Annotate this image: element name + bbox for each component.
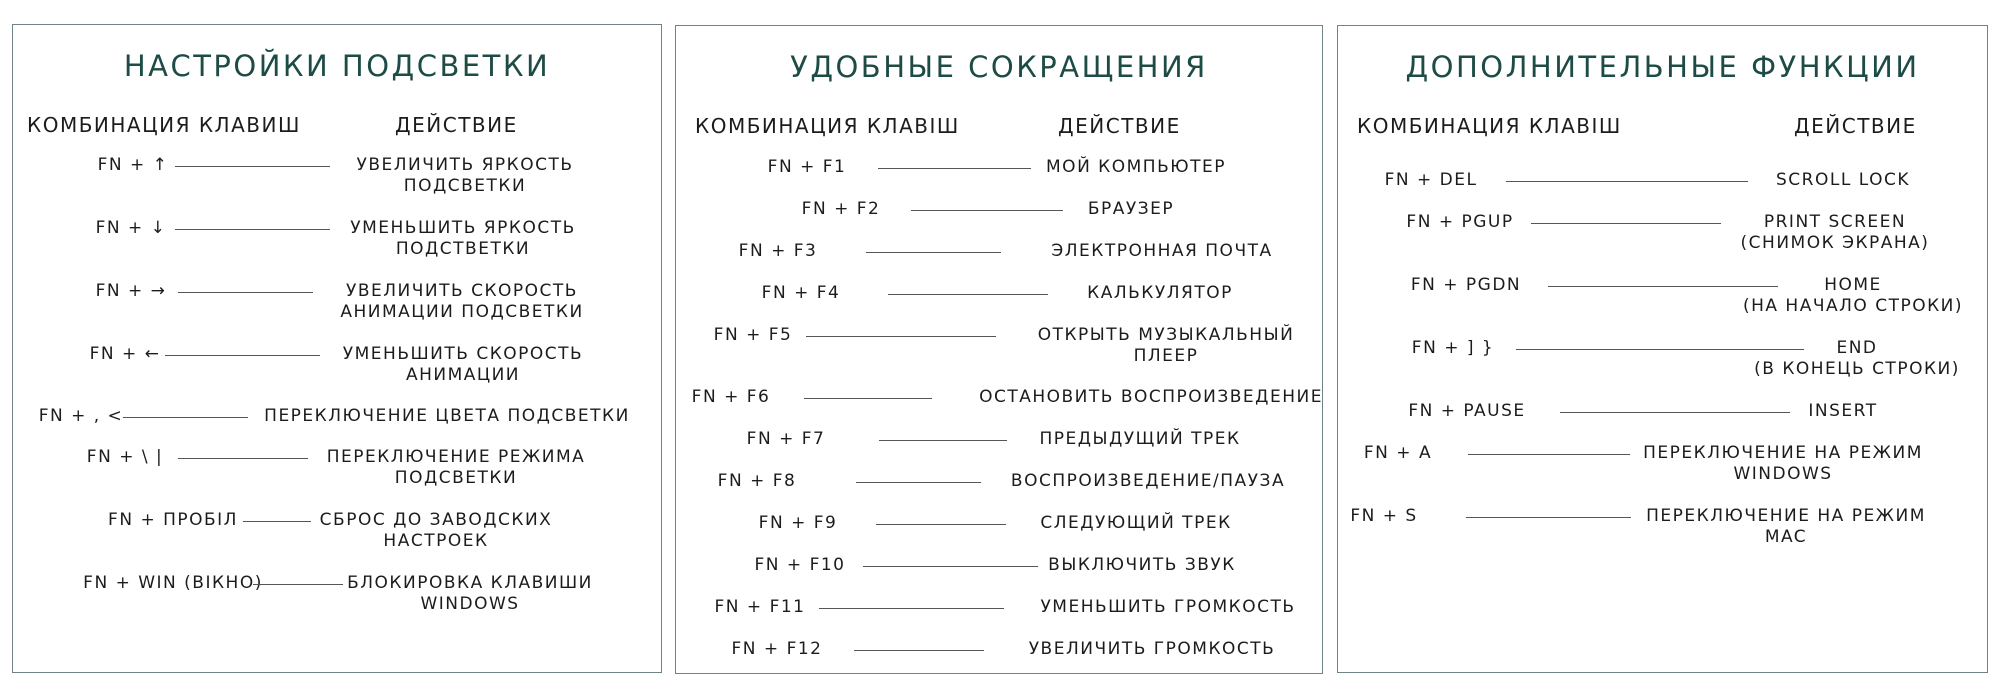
connector-line [878,168,1031,169]
key-combo: FN + F7 [746,429,826,449]
connector-line [804,398,932,399]
panel-title: ДОПОЛНИТЕЛЬНЫЕ ФУНКЦИИ [1405,50,1920,84]
connector-line [806,336,996,337]
connector-line [863,566,1038,567]
key-combo: FN + F3 [738,241,818,261]
key-combo: FN + F2 [801,199,881,219]
action-text: СЛЕДУЮЩИЙ ТРЕК [1040,513,1232,533]
connector-line [819,608,1004,609]
action-text: УМЕНЬШИТЬ СКОРОСТЬ АНИМАЦИИ [342,344,584,385]
connector-line [178,292,313,293]
key-combo: FN + F10 [754,555,846,575]
key-combo: FN + A [1363,443,1433,463]
key-combo: FN + → [95,281,167,301]
key-combo: FN + F1 [767,157,847,177]
connector-line [1466,517,1631,518]
connector-line [178,458,308,459]
key-combo: FN + ПРОБІЛ [108,510,238,530]
panel-title: УДОБНЫЕ СОКРАЩЕНИЯ [790,50,1208,84]
connector-line [175,229,330,230]
connector-line [1560,412,1790,413]
action-text: END (В КОНЕЦЬ СТРОКИ) [1754,338,1960,379]
connector-line [888,294,1048,295]
connector-line [911,210,1063,211]
panel-backlight-settings [12,24,662,673]
connector-line [123,417,248,418]
key-combo: FN + S [1350,506,1418,526]
action-text: БЛОКИРОВКА КЛАВИШИ WINDOWS [347,573,593,614]
action-text: INSERT [1808,401,1878,421]
key-combo: FN + PGUP [1406,212,1514,232]
connector-line [1506,181,1748,182]
connector-line [253,584,343,585]
key-combo: FN + F5 [713,325,793,345]
action-text: КАЛЬКУЛЯТОР [1087,283,1233,303]
action-text: ВОСПРОИЗВЕДЕНИЕ/ПАУЗА [1010,471,1286,491]
key-combo: FN + F11 [714,597,806,617]
action-text: SCROLL LOCK [1776,170,1910,190]
key-combo: FN + F12 [731,639,823,659]
action-text: БРАУЗЕР [1087,199,1175,219]
action-text: ПЕРЕКЛЮЧЕНИЕ НА РЕЖИМ WINDOWS [1643,443,1923,484]
action-text: ОТКРЫТЬ МУЗЫКАЛЬНЫЙ ПЛЕЕР [1037,325,1295,366]
key-combo: FN + F4 [761,283,841,303]
action-text: УМЕНЬШИТЬ ЯРКОСТЬ ПОДСТВЕТКИ [350,218,576,259]
key-combo: FN + ↓ [95,218,167,238]
panel-additional-functions [1337,25,1988,673]
key-combo: FN + ↑ [97,155,169,175]
connector-line [866,252,1001,253]
action-text: УМЕНЬШИТЬ ГРОМКОСТЬ [1040,597,1296,617]
action-text: ПЕРЕКЛЮЧЕНИЕ ЦВЕТА ПОДСВЕТКИ [264,406,630,426]
connector-line [876,524,1006,525]
action-text: PRINT SCREEN (СНИМОК ЭКРАНА) [1740,212,1930,253]
action-text: УВЕЛИЧИТЬ ЯРКОСТЬ ПОДСВЕТКИ [356,155,574,196]
panel-title: НАСТРОЙКИ ПОДСВЕТКИ [123,49,551,83]
connector-line [165,355,320,356]
key-combo: FN + F9 [758,513,838,533]
key-combo: FN + ← [89,344,161,364]
column-header-action: ДЕЙСТВИЕ [1058,114,1181,138]
key-combo: FN + F6 [691,387,771,407]
action-text: ПЕРЕКЛЮЧЕНИЕ НА РЕЖИМ MAC [1646,506,1926,547]
connector-line [175,166,330,167]
column-header-key-combo: КОМБИНАЦИЯ КЛАВІШ [695,114,960,138]
panel-convenient-shortcuts [675,25,1323,674]
action-text: ВЫКЛЮЧИТЬ ЗВУК [1048,555,1236,575]
connector-line [879,440,1007,441]
action-text: ПРЕДЫДУЩИЙ ТРЕК [1039,429,1241,449]
column-header-action: ДЕЙСТВИЕ [1794,114,1917,138]
connector-line [1468,454,1630,455]
connector-line [243,521,311,522]
key-combo: FN + WIN (ВІКНО) [83,573,263,593]
key-combo: FN + , < [38,406,124,426]
action-text: МОЙ КОМПЬЮТЕР [1046,157,1226,177]
column-header-key-combo: КОМБИНАЦИЯ КЛАВІШ [1357,114,1622,138]
connector-line [854,650,984,651]
connector-line [1531,223,1721,224]
connector-line [856,482,981,483]
column-header-action: ДЕЙСТВИЕ [395,113,518,137]
key-combo: FN + F8 [717,471,797,491]
key-combo: FN + ] } [1411,338,1495,358]
action-text: HOME (НА НАЧАЛО СТРОКИ) [1742,275,1964,316]
action-text: ПЕРЕКЛЮЧЕНИЕ РЕЖИМА ПОДСВЕТКИ [326,447,586,488]
key-combo: FN + \ | [86,447,164,467]
key-combo: FN + PGDN [1410,275,1522,295]
action-text: ОСТАНОВИТЬ ВОСПРОИЗВЕДЕНИЕ [979,387,1323,407]
action-text: УВЕЛИЧИТЬ ГРОМКОСТЬ [1028,639,1276,659]
column-header-key-combo: КОМБИНАЦИЯ КЛАВИШ [27,113,301,137]
action-text: УВЕЛИЧИТЬ СКОРОСТЬ АНИМАЦИИ ПОДСВЕТКИ [340,281,584,322]
action-text: ЭЛЕКТРОННАЯ ПОЧТА [1051,241,1273,261]
action-text: СБРОС ДО ЗАВОДСКИХ НАСТРОЕК [319,510,553,551]
key-combo: FN + DEL [1384,170,1478,190]
key-combo: FN + PAUSE [1408,401,1526,421]
